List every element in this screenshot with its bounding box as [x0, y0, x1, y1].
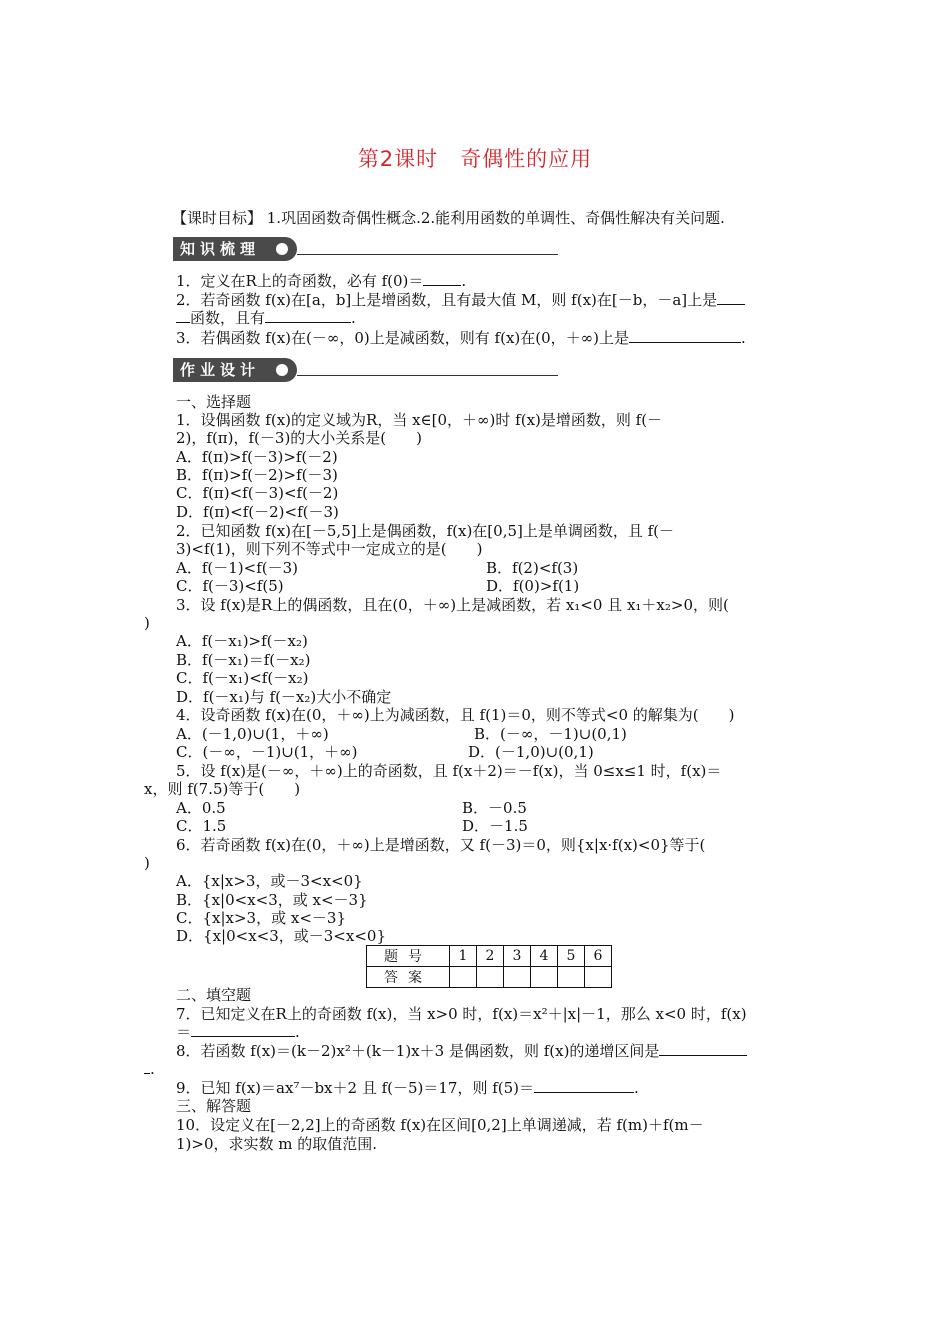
answer-cell[interactable] [504, 967, 531, 988]
divider [297, 375, 558, 376]
option-d: D．(－1,0)∪(0,1) [468, 743, 594, 761]
option-a: A．f(－x₁)>f(－x₂) [176, 632, 308, 650]
option-a: A．(－1,0)∪(1，＋∞) [176, 725, 329, 743]
problem-1: 1．设偶函数 f(x)的定义域为R，当 x∈[0，＋∞)时 f(x)是增函数，则 f(－ [176, 411, 663, 429]
bullet-dot [276, 364, 288, 376]
problem-7-cont: ＝ . [176, 1023, 300, 1041]
question-number: 3 [504, 946, 531, 967]
option-d: D．f(－x₁)与 f(－x₂)大小不确定 [176, 688, 392, 706]
lesson-number: 第2课时 [357, 147, 439, 171]
section-banner-knowledge [173, 237, 558, 261]
option-b: B．(－∞，－1)∪(0,1) [474, 725, 627, 743]
answer-cell[interactable] [558, 967, 585, 988]
option-a: A．0.5 [176, 799, 226, 817]
option-d: D．f(π)<f(－2)<f(－3) [176, 503, 339, 521]
answer-cell[interactable] [450, 967, 477, 988]
problem-2-cont: 3)<f(1)，则下列不等式中一定成立的是( ) [176, 540, 483, 558]
problem-8-cont: . [144, 1060, 155, 1078]
problem-10-cont: 1)>0，求实数 m 的取值范围. [176, 1135, 378, 1153]
option-d: D．－1.5 [462, 817, 528, 835]
fill-blank[interactable] [534, 1092, 634, 1093]
section-banner-homework [173, 358, 558, 382]
lesson-topic: 奇偶性的应用 [460, 147, 593, 171]
problem-5: 5．设 f(x)是(－∞，＋∞)上的奇函数，且 f(x＋2)＝－f(x)，当 0≤x≤1 时，f(x)＝ [176, 762, 722, 780]
knowledge-item-1: 1．定义在R上的奇函数，必有 f(0)＝ . [176, 272, 467, 290]
question-number: 4 [531, 946, 558, 967]
problem-6: 6．若奇函数 f(x)在(0，＋∞)上是增函数，又 f(－3)＝0，则{x|x·f(x)<0}等于( [176, 836, 706, 854]
bullet-dot [276, 243, 288, 255]
option-b: B．－0.5 [462, 799, 527, 817]
problem-2: 2．已知函数 f(x)在[－5,5]上是偶函数，f(x)在[0,5]上是单调函数，且 f(－ [176, 522, 675, 540]
option-b: B．f(－x₁)＝f(－x₂) [176, 651, 311, 669]
fill-blank[interactable] [717, 304, 745, 305]
problem-1-cont: 2)，f(π)，f(－3)的大小关系是( ) [176, 429, 423, 447]
fill-blank[interactable] [629, 342, 741, 343]
section-label: 作业设计 [173, 358, 297, 382]
answer-cell[interactable] [585, 967, 612, 988]
fill-blank[interactable] [423, 285, 461, 286]
question-number: 6 [585, 946, 612, 967]
option-b: B．f(π)>f(－2)>f(－3) [176, 466, 338, 484]
problem-10: 10．设定义在[－2,2]上的奇函数 f(x)在区间[0,2]上单调递减，若 f(m)＋f(m－ [176, 1116, 704, 1134]
option-c: C．f(－3)<f(5) [176, 577, 284, 595]
knowledge-item-2-cont: 函数，且有 . [176, 309, 356, 327]
option-c: C．{x|x>3，或 x<－3} [176, 909, 346, 927]
problem-4: 4．设奇函数 f(x)在(0，＋∞)上为减函数，且 f(1)＝0，则不等式<0 的解集为( ) [176, 706, 735, 724]
problem-3-cont: ) [144, 614, 150, 632]
option-a: A．f(π)>f(－3)>f(－2) [176, 448, 338, 466]
answer-cell[interactable] [477, 967, 504, 988]
option-c: C．f(π)<f(－3)<f(－2) [176, 484, 339, 502]
problem-7: 7．已知定义在R上的奇函数 f(x)，当 x>0 时，f(x)＝x²＋|x|－1，那么 x<0 时，f(x) [176, 1005, 747, 1023]
table-header: 答案 [367, 967, 450, 988]
part-heading-choice: 一、选择题 [176, 393, 252, 411]
fill-blank[interactable] [659, 1055, 747, 1056]
question-number: 5 [558, 946, 585, 967]
option-c: C．(－∞，－1)∪(1，＋∞) [176, 743, 358, 761]
option-c: C．f(－x₁)<f(－x₂) [176, 669, 309, 687]
problem-8: 8．若函数 f(x)＝(k－2)x²＋(k－1)x＋3 是偶函数，则 f(x)的递增区间是 [176, 1042, 747, 1060]
option-b: B．{x|0<x<3，或 x<－3} [176, 891, 368, 909]
table-row [367, 967, 612, 988]
question-number: 2 [477, 946, 504, 967]
divider [297, 254, 558, 255]
option-b: B．f(2)<f(3) [486, 559, 579, 577]
problem-3: 3．设 f(x)是R上的偶函数，且在(0，＋∞)上是减函数，若 x₁<0 且 x₁＋x₂>0，则( [176, 596, 729, 614]
fill-blank[interactable] [191, 1036, 295, 1037]
problem-5-cont: x，则 f(7.5)等于( ) [144, 780, 301, 798]
option-d: D．f(0)>f(1) [486, 577, 580, 595]
part-heading-fill: 二、填空题 [176, 986, 252, 1004]
fill-blank[interactable] [176, 322, 190, 323]
option-a: A．{x|x>3，或－3<x<0} [176, 872, 363, 890]
answer-table [366, 945, 612, 988]
problem-9: 9．已知 f(x)＝ax⁷－bx＋2 且 f(－5)＝17，则 f(5)＝ . [176, 1079, 639, 1097]
table-header: 题号 [367, 946, 450, 967]
page-title [0, 143, 950, 173]
part-heading-solve: 三、解答题 [176, 1097, 252, 1115]
knowledge-item-2: 2．若奇函数 f(x)在[a，b]上是增函数，且有最大值 M，则 f(x)在[－b，－a]上是 [176, 291, 745, 309]
table-row [367, 946, 612, 967]
option-c: C．1.5 [176, 817, 227, 835]
option-a: A．f(－1)<f(－3) [176, 559, 298, 577]
fill-blank[interactable] [265, 322, 351, 323]
knowledge-item-3: 3．若偶函数 f(x)在(－∞，0)上是减函数，则有 f(x)在(0，＋∞)上是 . [176, 329, 746, 347]
problem-6-cont: ) [144, 854, 150, 872]
answer-cell[interactable] [531, 967, 558, 988]
question-number: 1 [450, 946, 477, 967]
section-label: 知识梳理 [173, 237, 297, 261]
lesson-goal: 【课时目标】 1.巩固函数奇偶性概念.2.能利用函数的单调性、奇偶性解决有关问题. [172, 209, 725, 227]
option-d: D．{x|0<x<3，或－3<x<0} [176, 927, 386, 945]
